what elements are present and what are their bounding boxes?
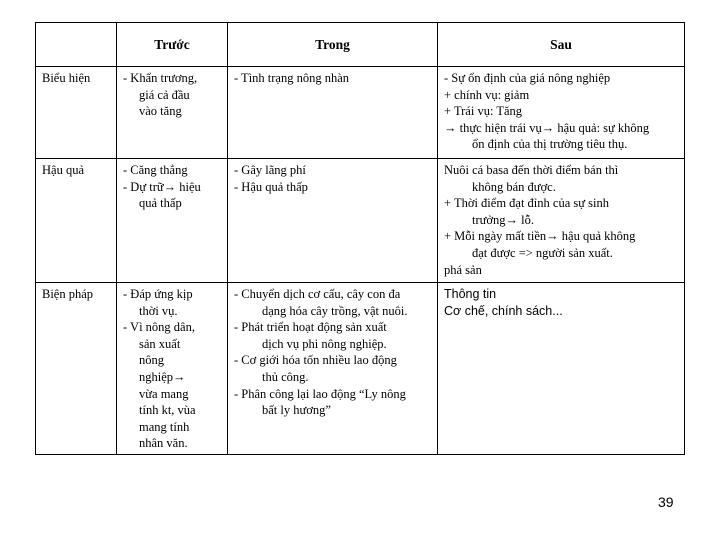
row-label: Hậu quả [36,159,117,283]
cell-line: - Vì nông dân, [123,320,195,335]
cell-line: dạng hóa cây trồng, vật nuôi. [262,303,408,318]
cell-during [228,159,438,283]
table-row [36,159,685,283]
cell-line: sản xuất [139,336,181,351]
header-cell-empty [36,23,117,67]
cell-line: + chính vụ: giảm [444,87,530,102]
cell-line: Thông tin [444,287,497,301]
cell-line: - Chuyển dịch cơ cấu, cây con đa [234,287,401,301]
cell-line: - Sự ổn định của giá nông nghiệp [444,71,611,85]
cell-line: quả thấp [139,196,182,211]
cell-line: - Phát triển hoạt động sản xuất [234,320,387,335]
page-number: 39 [658,494,674,510]
header-row [36,23,685,67]
cell-line: vào tăng [139,104,182,119]
cell-line: - Phân công lại lao động “Ly nông [234,386,406,401]
cell-line: + Trái vụ: Tăng [444,104,523,119]
cell-line: không bán được. [472,179,556,194]
cell-line: mang tính [139,419,190,434]
header-cell-before: Trước [117,23,228,67]
comparison-table [35,22,685,455]
cell-line: - Khẩn trương, [123,71,198,85]
cell-line: vừa mang [139,386,189,401]
cell-during [228,283,438,455]
row-label: Biện pháp [36,283,117,455]
cell-before [117,159,228,283]
cell-line: - Gây lãng phí [234,163,306,177]
cell-line: - Đáp ứng kịp [123,287,193,301]
cell-line: Cơ chế, chính sách... [444,303,563,318]
header-cell-after: Sau [438,23,685,67]
cell-line: nông [139,353,164,368]
cell-line: thủ công. [262,369,309,384]
cell-line: - Dự trữ→ hiệu [123,179,201,194]
cell-line: bất ly hương” [262,403,331,418]
header-cell-during: Trong [228,23,438,67]
cell-line: dịch vụ phi nông nghiệp. [262,336,387,351]
cell-line: nhân văn. [139,436,188,451]
cell-line: phá sản [444,262,482,277]
cell-during [228,67,438,159]
table-row [36,283,685,455]
cell-after [438,283,685,455]
cell-line: - Hậu quả thấp [234,179,308,194]
cell-before [117,67,228,159]
cell-after [438,159,685,283]
cell-line: nghiệp→ [139,369,186,384]
cell-line: + Thời điểm đạt đỉnh của sự sinh [444,196,609,211]
cell-line: Nuôi cá basa đến thời điểm bán thì [444,163,619,177]
cell-line: - Căng thẳng [123,163,188,177]
cell-line: - Tình trạng nông nhàn [234,71,350,85]
cell-line: giá cả đầu [139,87,190,102]
cell-line: → thực hiện trái vụ→ hậu quả: sự không [444,120,650,135]
table-row [36,67,685,159]
row-label: Biểu hiện [36,67,117,159]
cell-after [438,67,685,159]
cell-line: tính kt, vùa [139,403,196,418]
cell-line: đạt được => người sản xuất. [472,245,613,260]
cell-line: thời vụ. [139,303,178,318]
cell-line: trưởng→ lỗ. [472,212,534,227]
cell-before [117,283,228,455]
cell-line: + Mỗi ngày mất tiền→ hậu quả không [444,229,636,244]
cell-line: - Cơ giới hóa tốn nhiều lao động [234,353,397,368]
cell-line: ổn định của thị trường tiêu thụ. [472,137,628,152]
